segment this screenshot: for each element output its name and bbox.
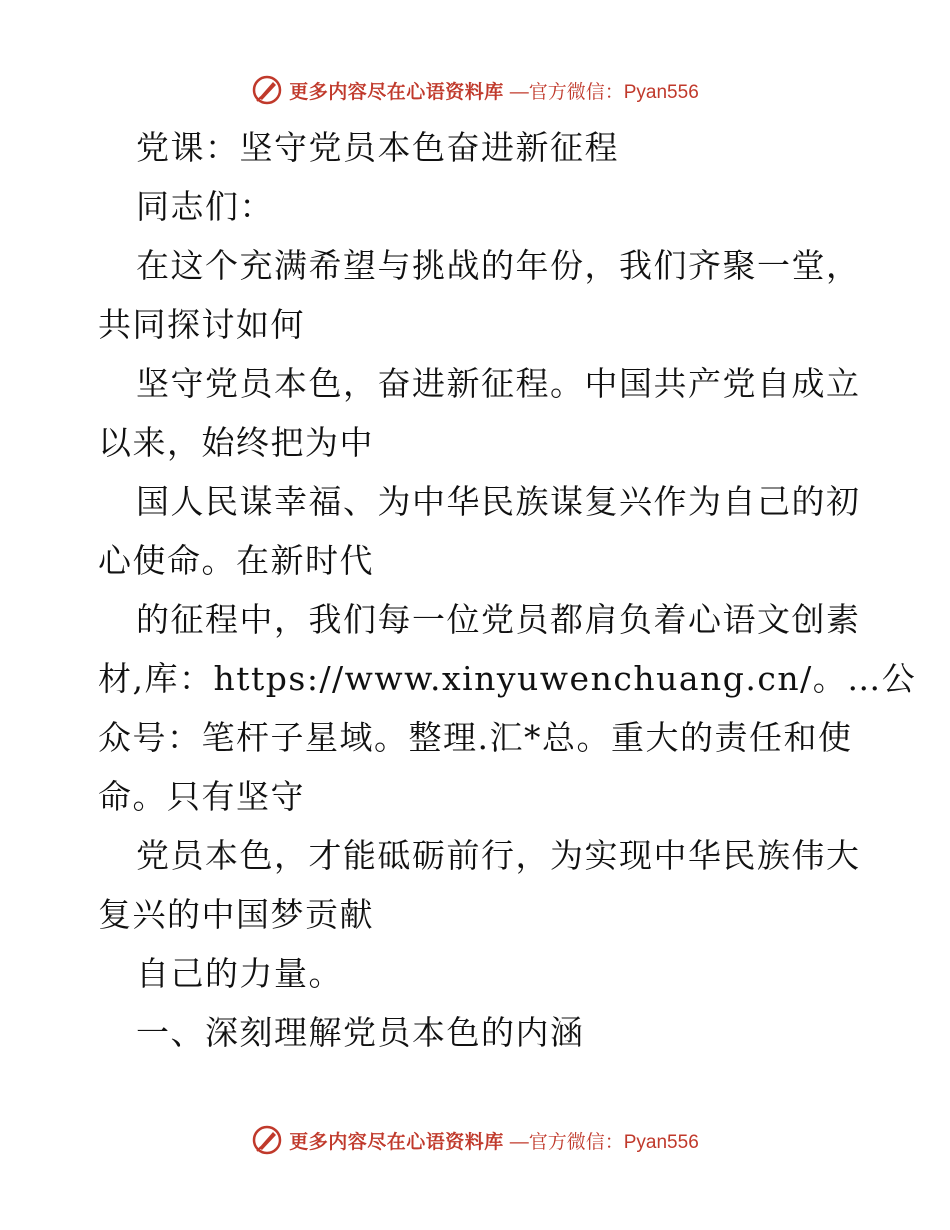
document-body: [98, 118, 917, 1062]
document-line: 材,库：https://www.xinyuwenchuang.cn/。…公: [98, 659, 917, 698]
banner-title: 更多内容尽在心语资料库: [289, 80, 504, 103]
document-line: 国人民谋幸福、为中华民族谋复兴作为自己的初: [136, 482, 861, 521]
document-line: 自己的力量。: [136, 954, 343, 993]
document-line: 众号：笔杆子星域。整理.汇*总。重大的责任和使: [98, 718, 853, 757]
document-greeting: 同志们：: [136, 187, 274, 226]
quill-logo-icon: [251, 1124, 283, 1156]
document-line: 共同探讨如何: [98, 305, 305, 344]
header-watermark-banner: [0, 70, 950, 110]
document-line: 以来，始终把为中: [98, 423, 374, 462]
document-line: 在这个充满希望与挑战的年份，我们齐聚一堂，: [136, 246, 861, 285]
document-paragraphs: [98, 236, 917, 1062]
document-line: 心使命。在新时代: [98, 541, 374, 580]
document-line: 命。只有坚守: [98, 777, 305, 816]
footer-watermark-banner: [0, 1120, 950, 1160]
banner-wechat: —官方微信：Pyan556: [509, 81, 699, 103]
quill-logo-icon: [251, 74, 283, 106]
document-line: 坚守党员本色，奋进新征程。中国共产党自成立: [136, 364, 861, 403]
document-line: 一、深刻理解党员本色的内涵: [136, 1013, 585, 1052]
document-line: 复兴的中国梦贡献: [98, 895, 374, 934]
document-line: 的征程中，我们每一位党员都肩负着心语文创素: [136, 600, 861, 639]
banner-wechat: —官方微信：Pyan556: [509, 1131, 699, 1153]
document-title: 党课：坚守党员本色奋进新征程: [136, 128, 619, 167]
banner-title: 更多内容尽在心语资料库: [289, 1130, 504, 1153]
document-line: 党员本色，才能砥砺前行，为实现中华民族伟大: [136, 836, 861, 875]
